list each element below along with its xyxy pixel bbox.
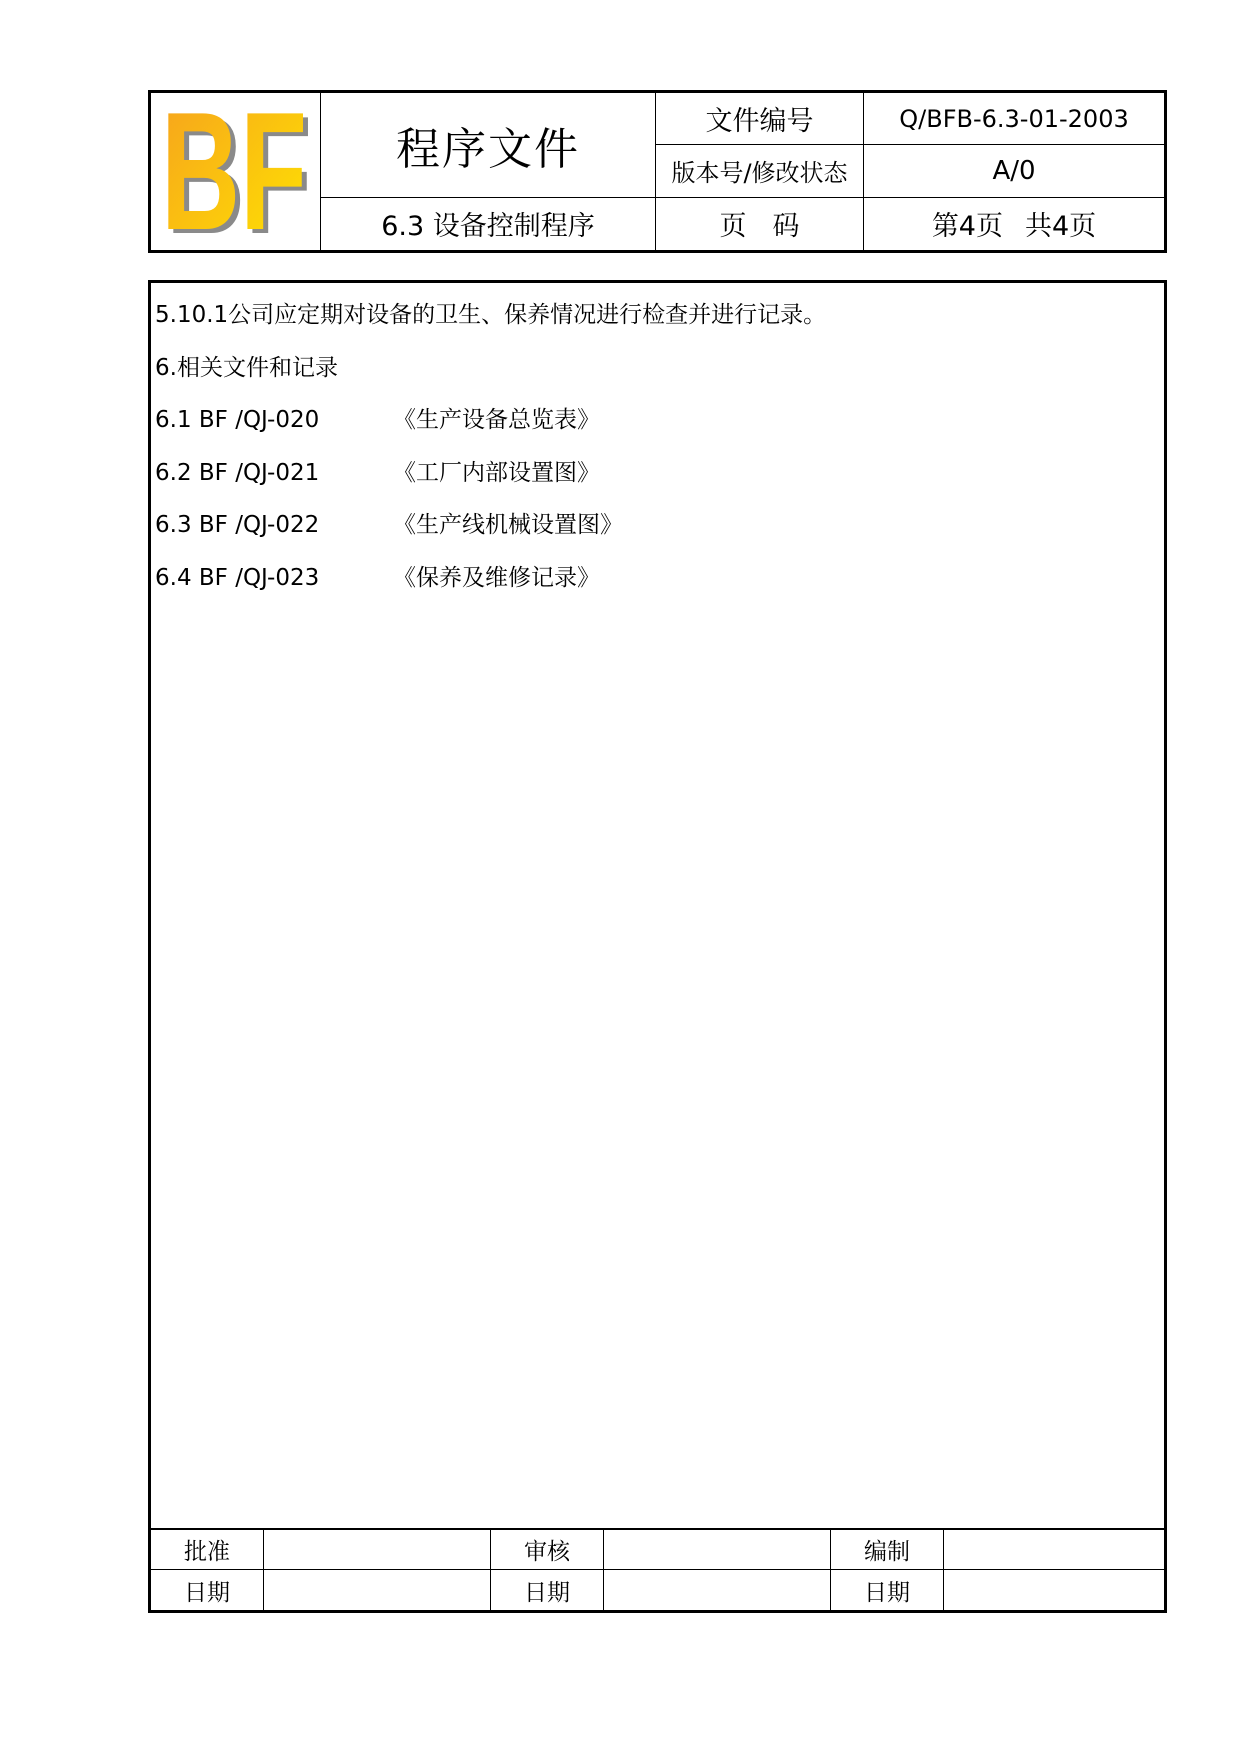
logo-shadow-text: BF [165, 96, 312, 247]
document-type: 程序文件 [321, 93, 656, 198]
reference-code: 6.3 BF /QJ-022 [155, 512, 320, 538]
reference-item [155, 560, 1160, 613]
reference-code: 6.1 BF /QJ-020 [155, 407, 320, 433]
approve-date-label: 日期 [151, 1570, 264, 1610]
inspection-paragraph: 5.10.1公司应定期对设备的卫生、保养情况进行检查并进行记录。 [155, 302, 827, 328]
reference-item [155, 455, 1160, 508]
page-current: 第4页 [931, 211, 1003, 243]
review-date-label: 日期 [491, 1570, 604, 1610]
reference-title: 《生产线机械设置图》 [393, 512, 623, 538]
prepare-date-field[interactable] [944, 1570, 1164, 1610]
version-value: A/0 [864, 145, 1164, 197]
version-label: 版本号/修改状态 [656, 145, 864, 197]
section-heading: 6.相关文件和记录 [155, 354, 338, 381]
document-number-label: 文件编号 [656, 93, 864, 145]
reference-code: 6.4 BF /QJ-023 [155, 564, 320, 591]
page-label: 页码 [656, 198, 864, 250]
logo-text: BF [160, 96, 307, 247]
review-date-field[interactable] [604, 1570, 831, 1610]
document-title: 6.3 设备控制程序 [321, 198, 656, 250]
content-frame [148, 280, 1167, 1613]
bf-logo [157, 96, 315, 246]
page-total: 共4页 [1025, 211, 1097, 243]
reference-item [155, 402, 1160, 455]
content-body [155, 297, 1160, 612]
prepare-date-label: 日期 [831, 1570, 944, 1610]
document-number-value: Q/BFB-6.3-01-2003 [864, 93, 1164, 145]
reference-code: 6.2 BF /QJ-021 [155, 459, 320, 486]
review-label: 审核 [491, 1530, 604, 1570]
prepare-label: 编制 [831, 1530, 944, 1570]
approve-label: 批准 [151, 1530, 264, 1570]
approve-date-field[interactable] [264, 1570, 491, 1610]
approve-signature-field[interactable] [264, 1530, 491, 1570]
reference-title: 《工厂内部设置图》 [393, 459, 600, 486]
signoff-table [151, 1528, 1164, 1610]
reference-title: 《生产设备总览表》 [393, 407, 600, 433]
logo-cell [151, 93, 321, 250]
reference-item [155, 507, 1160, 560]
reference-title: 《保养及维修记录》 [393, 564, 600, 591]
prepare-signature-field[interactable] [944, 1530, 1164, 1570]
review-signature-field[interactable] [604, 1530, 831, 1570]
page-number [864, 198, 1164, 250]
document-header [148, 90, 1167, 253]
